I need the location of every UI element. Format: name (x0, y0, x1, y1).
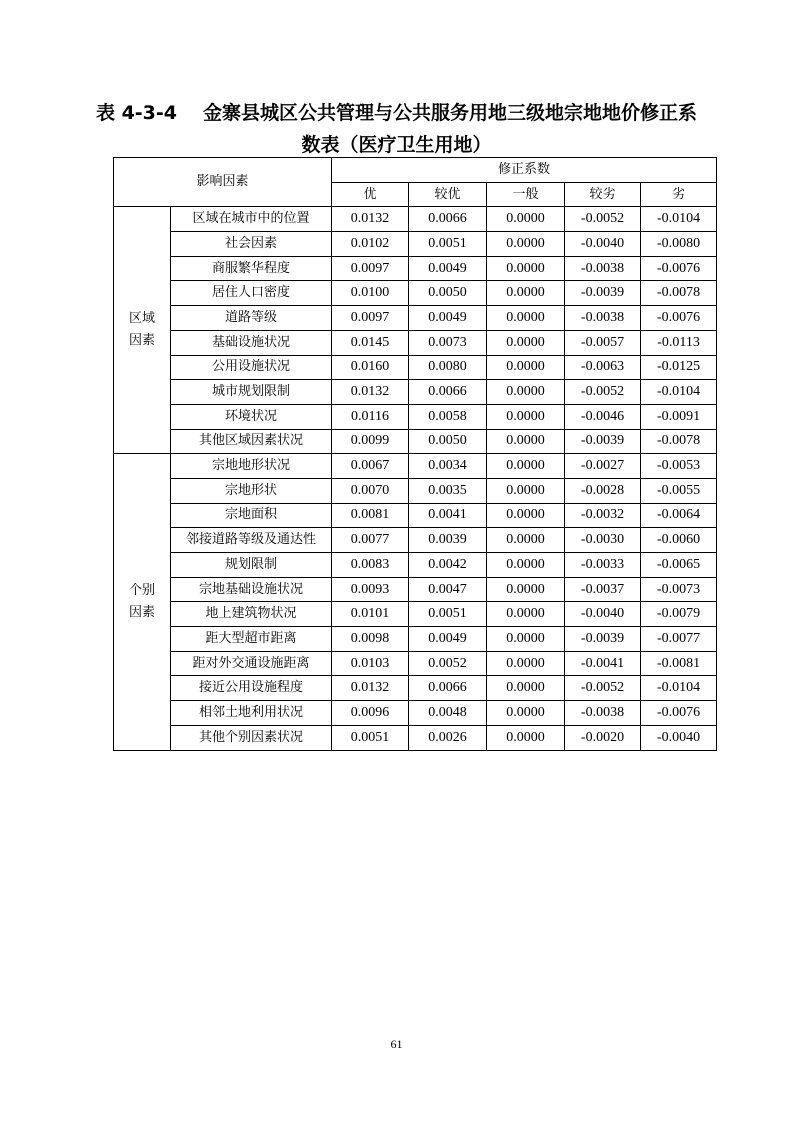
table-row (114, 503, 717, 528)
coefficient-cell: -0.0037 (565, 577, 641, 602)
table-row (114, 306, 717, 331)
coefficient-cell: 0.0132 (332, 380, 409, 405)
table-row (114, 676, 717, 701)
coefficient-cell: -0.0028 (565, 478, 641, 503)
coefficient-cell: 0.0145 (332, 330, 409, 355)
coefficient-cell: -0.0064 (641, 503, 717, 528)
table-row (114, 651, 717, 676)
group-label-line-1: 个别 (128, 582, 155, 598)
coefficient-cell: 0.0102 (332, 232, 409, 257)
table-title-line-2: 数表（医疗卫生用地） (301, 134, 492, 156)
factor-name-cell: 宗地形状 (171, 478, 332, 503)
coefficient-cell: 0.0066 (409, 676, 487, 701)
factor-name-cell: 规划限制 (171, 553, 332, 578)
coefficient-cell: -0.0057 (565, 330, 641, 355)
factor-name-cell: 距对外交通设施距离 (171, 651, 332, 676)
coefficient-cell: 0.0051 (409, 232, 487, 257)
coefficient-cell: 0.0096 (332, 701, 409, 726)
table-row (114, 725, 717, 750)
table-row (114, 577, 717, 602)
table-title-text: 金寨县城区公共管理与公共服务用地三级地宗地地价修正系 (203, 102, 698, 124)
coefficient-cell: -0.0027 (565, 454, 641, 479)
coefficient-cell: -0.0104 (641, 380, 717, 405)
coefficient-cell: 0.0042 (409, 553, 487, 578)
coefficient-cell: -0.0080 (641, 232, 717, 257)
coefficient-cell: 0.0066 (409, 380, 487, 405)
coefficient-cell: -0.0079 (641, 602, 717, 627)
table-title-line-1 (0, 101, 793, 125)
coefficient-cell: 0.0000 (487, 577, 565, 602)
factor-name-cell: 距大型超市距离 (171, 627, 332, 652)
coefficient-cell: 0.0000 (487, 528, 565, 553)
coefficient-cell: 0.0000 (487, 725, 565, 750)
coefficient-cell: 0.0081 (332, 503, 409, 528)
table-row (114, 478, 717, 503)
coefficient-cell: -0.0040 (565, 232, 641, 257)
coefficient-cell: 0.0000 (487, 404, 565, 429)
coefficient-cell: 0.0116 (332, 404, 409, 429)
coefficient-cell: 0.0000 (487, 232, 565, 257)
table-row (114, 355, 717, 380)
header-level-bad: 劣 (641, 182, 717, 207)
coefficient-cell: -0.0052 (565, 207, 641, 232)
factor-name-cell: 其他个别因素状况 (171, 725, 332, 750)
header-level-excellent: 优 (332, 182, 409, 207)
factor-name-cell: 邻接道路等级及通达性 (171, 528, 332, 553)
group-label (114, 454, 171, 750)
coefficient-cell: 0.0000 (487, 330, 565, 355)
coefficient-cell: -0.0125 (641, 355, 717, 380)
coefficient-cell: 0.0132 (332, 676, 409, 701)
coefficient-cell: 0.0101 (332, 602, 409, 627)
table-row (114, 380, 717, 405)
header-level-average: 一般 (487, 182, 565, 207)
factor-name-cell: 社会因素 (171, 232, 332, 257)
coefficient-cell: 0.0051 (409, 602, 487, 627)
factor-name-cell: 相邻土地利用状况 (171, 701, 332, 726)
table-row (114, 281, 717, 306)
coefficient-cell: 0.0099 (332, 429, 409, 454)
factor-name-cell: 城市规划限制 (171, 380, 332, 405)
coefficient-cell: -0.0032 (565, 503, 641, 528)
factor-name-cell: 道路等级 (171, 306, 332, 331)
table-row (114, 256, 717, 281)
coefficient-cell: 0.0041 (409, 503, 487, 528)
table-row (114, 330, 717, 355)
coefficient-cell: -0.0039 (565, 429, 641, 454)
coefficient-cell: 0.0000 (487, 676, 565, 701)
coefficient-cell: -0.0041 (565, 651, 641, 676)
coefficient-cell: -0.0053 (641, 454, 717, 479)
factor-name-cell: 接近公用设施程度 (171, 676, 332, 701)
coefficient-cell: -0.0078 (641, 281, 717, 306)
factor-name-cell: 商服繁华程度 (171, 256, 332, 281)
coefficient-cell: 0.0000 (487, 207, 565, 232)
factor-name-cell: 公用设施状况 (171, 355, 332, 380)
table-row (114, 701, 717, 726)
coefficient-cell: -0.0038 (565, 701, 641, 726)
header-level-poor: 较劣 (565, 182, 641, 207)
coefficient-cell: 0.0066 (409, 207, 487, 232)
coefficient-cell: -0.0055 (641, 478, 717, 503)
correction-coefficient-table (113, 157, 717, 751)
table-row (114, 454, 717, 479)
coefficient-cell: 0.0052 (409, 651, 487, 676)
group-label (114, 207, 171, 454)
coefficient-cell: -0.0081 (641, 651, 717, 676)
coefficient-cell: 0.0132 (332, 207, 409, 232)
coefficient-cell: 0.0000 (487, 429, 565, 454)
table-row (114, 232, 717, 257)
coefficient-cell: 0.0000 (487, 627, 565, 652)
page-number: 61 (390, 1037, 403, 1051)
coefficient-cell: -0.0104 (641, 207, 717, 232)
coefficient-cell: 0.0000 (487, 380, 565, 405)
coefficient-cell: 0.0051 (332, 725, 409, 750)
coefficient-cell: -0.0039 (565, 627, 641, 652)
coefficient-cell: 0.0058 (409, 404, 487, 429)
table-body (114, 207, 717, 750)
coefficient-cell: 0.0000 (487, 701, 565, 726)
coefficient-cell: 0.0083 (332, 553, 409, 578)
coefficient-cell: 0.0093 (332, 577, 409, 602)
factor-name-cell: 环境状况 (171, 404, 332, 429)
coefficient-cell: 0.0067 (332, 454, 409, 479)
coefficient-cell: 0.0000 (487, 503, 565, 528)
coefficient-cell: 0.0098 (332, 627, 409, 652)
coefficient-cell: -0.0078 (641, 429, 717, 454)
factor-name-cell: 宗地基础设施状况 (171, 577, 332, 602)
table-row (114, 602, 717, 627)
factor-name-cell: 基础设施状况 (171, 330, 332, 355)
coefficient-cell: 0.0070 (332, 478, 409, 503)
coefficient-cell: 0.0000 (487, 306, 565, 331)
coefficient-cell: -0.0076 (641, 701, 717, 726)
coefficient-cell: -0.0076 (641, 306, 717, 331)
coefficient-cell: -0.0104 (641, 676, 717, 701)
table-row (114, 207, 717, 232)
factor-name-cell: 宗地地形状况 (171, 454, 332, 479)
table-row (114, 429, 717, 454)
coefficient-cell: 0.0026 (409, 725, 487, 750)
coefficient-cell: 0.0049 (409, 306, 487, 331)
header-level-good: 较优 (409, 182, 487, 207)
factor-name-cell: 居住人口密度 (171, 281, 332, 306)
coefficient-cell: -0.0113 (641, 330, 717, 355)
coefficient-cell: -0.0065 (641, 553, 717, 578)
coefficient-cell: 0.0097 (332, 256, 409, 281)
coefficient-cell: -0.0020 (565, 725, 641, 750)
coefficient-cell: -0.0073 (641, 577, 717, 602)
coefficient-cell: 0.0000 (487, 355, 565, 380)
factor-name-cell: 区域在城市中的位置 (171, 207, 332, 232)
coefficient-cell: 0.0047 (409, 577, 487, 602)
group-label-line-2: 因素 (128, 604, 155, 620)
factor-name-cell: 地上建筑物状况 (171, 602, 332, 627)
coefficient-cell: -0.0077 (641, 627, 717, 652)
coefficient-cell: -0.0063 (565, 355, 641, 380)
factor-name-cell: 其他区域因素状况 (171, 429, 332, 454)
coefficient-cell: -0.0040 (641, 725, 717, 750)
coefficient-cell: -0.0076 (641, 256, 717, 281)
table-number: 表 4-3-4 (95, 102, 178, 124)
table-row (114, 528, 717, 553)
coefficient-cell: 0.0049 (409, 627, 487, 652)
coefficient-cell: 0.0034 (409, 454, 487, 479)
coefficient-cell: 0.0000 (487, 256, 565, 281)
header-factor: 影响因素 (114, 158, 332, 207)
coefficient-cell: -0.0040 (565, 602, 641, 627)
coefficient-cell: 0.0049 (409, 256, 487, 281)
coefficient-cell: 0.0080 (409, 355, 487, 380)
coefficient-cell: 0.0097 (332, 306, 409, 331)
coefficient-cell: 0.0035 (409, 478, 487, 503)
coefficient-cell: -0.0033 (565, 553, 641, 578)
coefficient-cell: 0.0000 (487, 553, 565, 578)
group-label-line-1: 区域 (128, 311, 155, 327)
table-row (114, 627, 717, 652)
coefficient-cell: 0.0000 (487, 281, 565, 306)
coefficient-cell: 0.0100 (332, 281, 409, 306)
coefficient-cell: -0.0091 (641, 404, 717, 429)
coefficient-cell: -0.0046 (565, 404, 641, 429)
factor-name-cell: 宗地面积 (171, 503, 332, 528)
coefficient-cell: 0.0000 (487, 478, 565, 503)
table-row (114, 553, 717, 578)
coefficient-cell: -0.0052 (565, 380, 641, 405)
coefficient-cell: -0.0038 (565, 256, 641, 281)
coefficient-cell: -0.0060 (641, 528, 717, 553)
coefficient-cell: -0.0052 (565, 676, 641, 701)
coefficient-cell: 0.0048 (409, 701, 487, 726)
table-row (114, 404, 717, 429)
coefficient-cell: -0.0038 (565, 306, 641, 331)
coefficient-cell: 0.0039 (409, 528, 487, 553)
coefficient-cell: 0.0050 (409, 429, 487, 454)
coefficient-cell: 0.0077 (332, 528, 409, 553)
coefficient-cell: 0.0000 (487, 651, 565, 676)
coefficient-cell: -0.0030 (565, 528, 641, 553)
header-coefficient: 修正系数 (332, 158, 717, 183)
group-label-line-2: 因素 (128, 333, 155, 349)
coefficient-cell: -0.0039 (565, 281, 641, 306)
coefficient-cell: 0.0000 (487, 602, 565, 627)
coefficient-cell: 0.0000 (487, 454, 565, 479)
coefficient-cell: 0.0073 (409, 330, 487, 355)
coefficient-cell: 0.0160 (332, 355, 409, 380)
coefficient-cell: 0.0103 (332, 651, 409, 676)
coefficient-cell: 0.0050 (409, 281, 487, 306)
